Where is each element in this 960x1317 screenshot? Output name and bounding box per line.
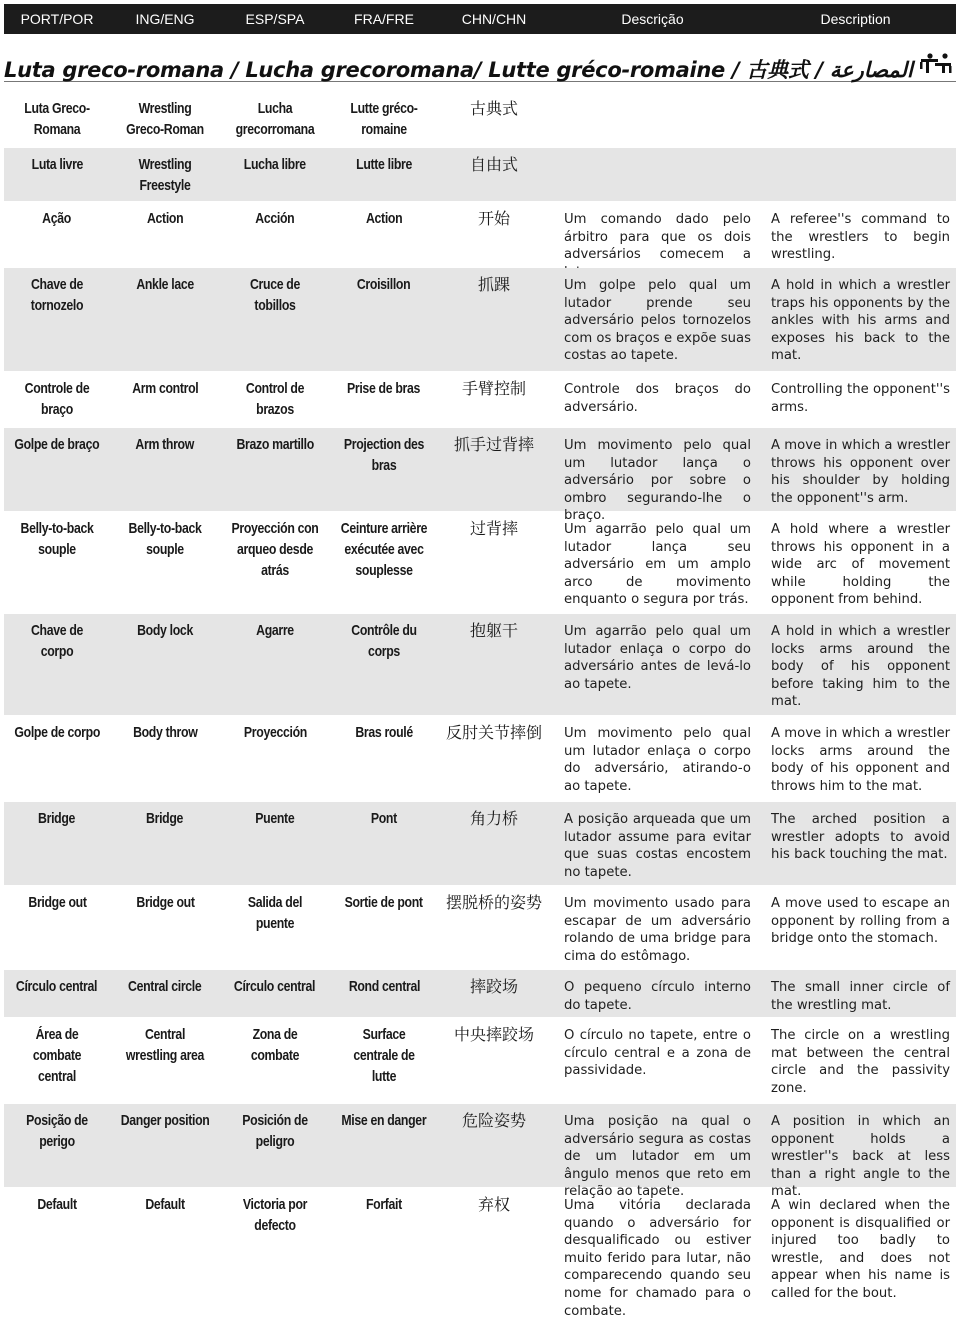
header-eng: ING/ENG [135, 11, 195, 27]
table-row [4, 512, 956, 614]
description-pt-text: O pequeno círculo interno do tapete. [564, 980, 751, 1013]
term-eng [110, 802, 220, 885]
term-esp [220, 268, 330, 371]
term-por [4, 268, 110, 371]
term-por [4, 1018, 110, 1103]
term-esp-text: Victoria por defecto [242, 1196, 308, 1234]
term-por [4, 92, 110, 147]
header-descricao: Descrição [621, 11, 684, 27]
description-pt-text: A posição arqueada que um lutador assume para evitar que suas costas encostem no tapete. [564, 812, 751, 880]
description-en-text: Controlling the opponent''s arms. [771, 382, 950, 415]
term-fra [330, 148, 438, 201]
description-pt [550, 148, 755, 201]
term-eng-text: Danger position [120, 1112, 210, 1129]
description-pt [550, 716, 755, 801]
term-por [4, 512, 110, 613]
term-fra-text: Croisillon [357, 276, 411, 293]
term-fra-text: Ceinture arrière exécutée avec souplesse [340, 520, 428, 579]
term-por-text: Posição de perigo [26, 1112, 88, 1150]
term-chn-text: 开始 [477, 209, 510, 228]
term-eng [110, 148, 220, 201]
term-por [4, 202, 110, 267]
description-en [755, 1018, 956, 1103]
term-eng [110, 886, 220, 969]
term-esp [220, 1018, 330, 1103]
term-eng [110, 1018, 220, 1103]
term-eng [110, 512, 220, 613]
term-fra [330, 92, 438, 147]
term-fra-text: Prise de bras [347, 380, 421, 397]
description-pt [550, 372, 755, 427]
term-chn [438, 1104, 550, 1187]
description-en [755, 614, 956, 715]
term-eng-text: Belly-to-back souple [128, 520, 202, 558]
term-fra-text: Mise en danger [341, 1112, 427, 1129]
term-por-text: Default [37, 1196, 77, 1213]
table-row [4, 268, 956, 372]
term-fra-text: Rond central [348, 978, 420, 995]
description-pt-text: Uma posição na qual o adversário segura as costas de um lutador em um ângulo menos que reto em relação ao tapete. [564, 1114, 751, 1200]
term-eng-text: Ankle lace [136, 276, 194, 293]
term-fra-text: Contrôle du corps [351, 622, 417, 660]
term-eng-text: Default [145, 1196, 185, 1213]
term-por [4, 716, 110, 801]
term-esp-text: Círculo central [234, 978, 316, 995]
table-row [4, 1104, 956, 1200]
term-eng [110, 716, 220, 801]
description-pt [550, 886, 755, 969]
table-row [4, 1018, 956, 1104]
table-row [4, 92, 956, 148]
description-pt [550, 268, 755, 371]
term-esp-text: Agarre [256, 622, 294, 639]
term-esp [220, 512, 330, 613]
term-eng [110, 614, 220, 715]
term-eng-text: Body throw [132, 724, 198, 741]
term-chn [438, 1018, 550, 1103]
term-fra [330, 1104, 438, 1187]
term-por-text: Área de combate central [32, 1026, 82, 1085]
description-en [755, 1188, 956, 1311]
table-row [4, 614, 956, 716]
section-title-row [4, 46, 956, 82]
description-en-text: The arched position a wrestler adopts to avoid his back touching the mat. [771, 812, 950, 863]
term-chn [438, 1188, 550, 1311]
table-row [4, 1188, 956, 1317]
description-pt-text: Uma vitória declarada quando o adversário for desqualificado ou estiver muito ferido para lutar, não comparecendo quando seu nome for chamado para o combate. [564, 1198, 751, 1317]
term-por-text: Chave de tornozelo [30, 276, 84, 314]
term-por-text: Bridge out [27, 894, 87, 911]
term-esp [220, 148, 330, 201]
description-pt [550, 1104, 755, 1200]
term-esp-text: Control de brazos [245, 380, 305, 418]
term-chn [438, 886, 550, 969]
term-fra [330, 202, 438, 267]
description-en-text: A referee''s command to the wrestlers to begin wrestling. [771, 212, 950, 263]
description-en-text: A hold in which a wrestler locks arms around the body of his opponent before taking him to the mat. [771, 624, 950, 710]
description-pt-text: Um comando dado pelo árbitro para que os dois adversários comecem a [564, 212, 751, 263]
term-fra-text: Forfait [366, 1196, 402, 1213]
term-esp-text: Acción [255, 210, 295, 227]
description-en-text: A hold where a wrestler throws his opponent in a wide arc of movement while holding the opponent from behind. [771, 522, 950, 608]
term-fra [330, 512, 438, 613]
term-por [4, 802, 110, 885]
description-en [755, 970, 956, 1017]
table-row [4, 716, 956, 802]
description-en [755, 202, 956, 267]
term-esp-text: Cruce de tobillos [249, 276, 301, 314]
description-pt [550, 512, 755, 613]
description-en [755, 802, 956, 885]
term-esp [220, 802, 330, 885]
description-en [755, 512, 956, 613]
term-chn-text: 中央摔跤场 [453, 1025, 534, 1044]
header-chn: CHN/CHN [461, 11, 527, 27]
term-eng [110, 92, 220, 147]
term-fra-text: Projection des bras [343, 436, 425, 474]
description-en-text: A win declared when the opponent is disqualified or injured too badly to wrestle, and does not appear when his name is called for the bout. [771, 1198, 950, 1301]
term-fra-text: Lutte libre [356, 156, 412, 173]
term-fra [330, 614, 438, 715]
term-por-text: Golpe de corpo [14, 724, 100, 741]
term-chn [438, 428, 550, 511]
term-por-text: Luta livre [31, 156, 83, 173]
term-eng [110, 268, 220, 371]
term-por [4, 428, 110, 511]
term-fra-text: Sortie de pont [344, 894, 424, 911]
description-en [755, 428, 956, 511]
description-pt [550, 92, 755, 147]
term-eng-text: Central circle [128, 978, 202, 995]
description-pt [550, 1018, 755, 1103]
description-pt [550, 614, 755, 715]
term-fra [330, 716, 438, 801]
term-por-text: Controle de braço [24, 380, 90, 418]
term-chn [438, 148, 550, 201]
description-en-text: A position in which an opponent holds a wrestler''s back at less than a right angle to the mat. [771, 1114, 950, 1200]
term-esp-text: Zona de combate [250, 1026, 300, 1064]
term-por [4, 614, 110, 715]
term-chn-text: 手臂控制 [461, 379, 526, 398]
description-pt-text: Um movimento pelo qual um lutador enlaça o corpo do adversário, atirando-o ao tapete. [564, 726, 751, 794]
description-pt-text: O círculo no tapete, entre o círculo central e a zona de passividade. [564, 1028, 751, 1079]
term-por [4, 1104, 110, 1187]
table-row [4, 802, 956, 886]
term-chn [438, 92, 550, 147]
description-pt [550, 802, 755, 885]
term-por-text: Bridge [38, 810, 76, 827]
term-chn-text: 反肘关节摔倒 [445, 723, 542, 742]
description-en-text: The small inner circle of the wrestling mat. [771, 980, 950, 1013]
term-chn [438, 372, 550, 427]
term-chn-text: 摆脱桥的姿势 [445, 893, 542, 912]
description-en-text: A move in which a wrestler locks arms around the body of his opponent and throws him to the mat. [771, 726, 950, 794]
description-en [755, 716, 956, 801]
term-chn [438, 512, 550, 613]
column-header-bar [4, 4, 956, 34]
terminology-table [4, 92, 956, 1317]
term-chn-text: 自由式 [469, 155, 518, 174]
term-esp [220, 1104, 330, 1187]
term-esp-text: Puente [255, 810, 295, 827]
term-eng-text: Bridge [146, 810, 184, 827]
term-esp-text: Salida del puente [247, 894, 303, 932]
term-chn-text: 抓手过背摔 [453, 435, 534, 454]
term-chn-text: 过背摔 [469, 519, 518, 538]
term-esp [220, 970, 330, 1017]
description-en [755, 148, 956, 201]
description-pt [550, 202, 755, 267]
term-chn-text: 古典式 [469, 99, 518, 118]
description-pt-text: Um movimento pelo qual um lutador lança o adversário por sobre o ombro segurando-lhe o braço. [564, 438, 751, 524]
term-esp [220, 372, 330, 427]
term-eng-text: Wrestling Freestyle [138, 156, 192, 194]
wrestling-pictogram-icon [918, 52, 954, 76]
term-esp-text: Lucha grecorromana [235, 100, 315, 138]
table-row [4, 428, 956, 524]
term-chn [438, 202, 550, 267]
description-en [755, 1104, 956, 1200]
description-pt [550, 970, 755, 1017]
term-fra [330, 886, 438, 969]
term-fra-text: Action [365, 210, 403, 227]
description-en [755, 268, 956, 371]
term-fra-text: Bras roulé [355, 724, 413, 741]
term-esp [220, 1188, 330, 1311]
term-eng-text: Central wrestling area [125, 1026, 205, 1064]
term-por-text: Belly-to-back souple [20, 520, 94, 558]
description-en-text: A move in which a wrestler throws his opponent over his shoulder by holding the opponent''s arm. [771, 438, 950, 506]
term-esp-text: Proyección [243, 724, 307, 741]
term-por-text: Luta Greco-Romana [24, 100, 90, 138]
description-pt [550, 1188, 755, 1317]
term-eng-text: Arm throw [135, 436, 195, 453]
table-row [4, 372, 956, 428]
term-esp [220, 428, 330, 511]
term-fra-text: Lutte gréco-romaine [350, 100, 418, 138]
term-eng [110, 202, 220, 267]
term-chn [438, 268, 550, 371]
term-fra [330, 1188, 438, 1311]
table-row [4, 970, 956, 1018]
description-pt [550, 428, 755, 524]
term-por-text: Golpe de braço [14, 436, 100, 453]
table-row [4, 202, 956, 268]
term-chn-text: 摔跤场 [469, 977, 518, 996]
term-por-text: Chave de corpo [30, 622, 84, 660]
term-fra [330, 970, 438, 1017]
term-fra-text: Pont [370, 810, 398, 827]
term-esp-text: Lucha libre [243, 156, 307, 173]
term-chn-text: 弃权 [477, 1195, 510, 1214]
description-en-text: A hold in which a wrestler traps his opponents by the ankles with his arms and exposes his back to the mat. [771, 278, 950, 364]
term-eng-text: Bridge out [135, 894, 195, 911]
term-fra [330, 428, 438, 511]
term-esp-text: Proyección con arqueo desde atrás [231, 520, 319, 579]
term-fra [330, 1018, 438, 1103]
term-por [4, 886, 110, 969]
term-chn [438, 716, 550, 801]
term-por [4, 970, 110, 1017]
section-title: Luta greco-romana / Lucha grecoromana/ Lutte gréco-romaine / 古典式 / المصارعة [4, 58, 913, 82]
table-row [4, 886, 956, 970]
term-chn [438, 802, 550, 885]
term-chn [438, 614, 550, 715]
term-eng [110, 372, 220, 427]
term-fra [330, 802, 438, 885]
term-eng [110, 1188, 220, 1311]
description-pt-text: Um movimento usado para escapar de um adversário rolando de uma bridge para cima do estômago. [564, 896, 751, 964]
term-esp [220, 202, 330, 267]
header-esp: ESP/SPA [245, 11, 305, 27]
term-eng [110, 1104, 220, 1187]
term-fra [330, 268, 438, 371]
term-chn-text: 抱躯干 [469, 621, 518, 640]
term-chn-text: 抓踝 [477, 275, 510, 294]
term-esp [220, 614, 330, 715]
term-por [4, 148, 110, 201]
description-pt-text: Um golpe pelo qual um lutador prende seu adversário pelos tornozelos com os braços e expõe suas costas ao tapete. [564, 278, 751, 364]
header-fra: FRA/FRE [354, 11, 414, 27]
term-eng-text: Arm control [131, 380, 199, 397]
term-eng-text: Body lock [137, 622, 193, 639]
description-en [755, 92, 956, 147]
term-eng-text: Action [146, 210, 184, 227]
description-en-text: The circle on a wrestling mat between the central circle and the passivity zone. [771, 1028, 950, 1096]
term-por-text: Ação [42, 210, 72, 227]
term-fra-text: Surface centrale de lutte [353, 1026, 415, 1085]
term-esp [220, 92, 330, 147]
term-por [4, 372, 110, 427]
term-eng-text: Wrestling Greco-Roman [126, 100, 204, 138]
description-en-text: A move used to escape an opponent by rolling from a bridge onto the stomach. [771, 896, 950, 947]
term-fra [330, 372, 438, 427]
term-eng [110, 970, 220, 1017]
description-pt-text: Controle dos braços do adversário. [564, 382, 751, 415]
description-en [755, 372, 956, 427]
term-esp [220, 886, 330, 969]
term-chn-text: 危险姿势 [461, 1111, 526, 1130]
term-chn [438, 970, 550, 1017]
term-por-text: Círculo central [16, 978, 98, 995]
term-eng [110, 428, 220, 511]
term-por [4, 1188, 110, 1311]
term-esp-text: Brazo martillo [236, 436, 314, 453]
table-row [4, 148, 956, 202]
header-description: Description [820, 11, 891, 27]
description-pt-text: Um agarrão pelo qual um lutador lança seu adversário em um amplo arco de movimento enquanto o segura por trás. [564, 522, 751, 608]
term-chn-text: 角力桥 [469, 809, 518, 828]
term-esp [220, 716, 330, 801]
term-esp-text: Posición de peligro [242, 1112, 308, 1150]
description-pt-text: Um agarrão pelo qual um lutador enlaça o corpo do adversário antes de levá-lo ao tapete. [564, 624, 751, 692]
description-en [755, 886, 956, 969]
header-por: PORT/POR [20, 11, 94, 27]
